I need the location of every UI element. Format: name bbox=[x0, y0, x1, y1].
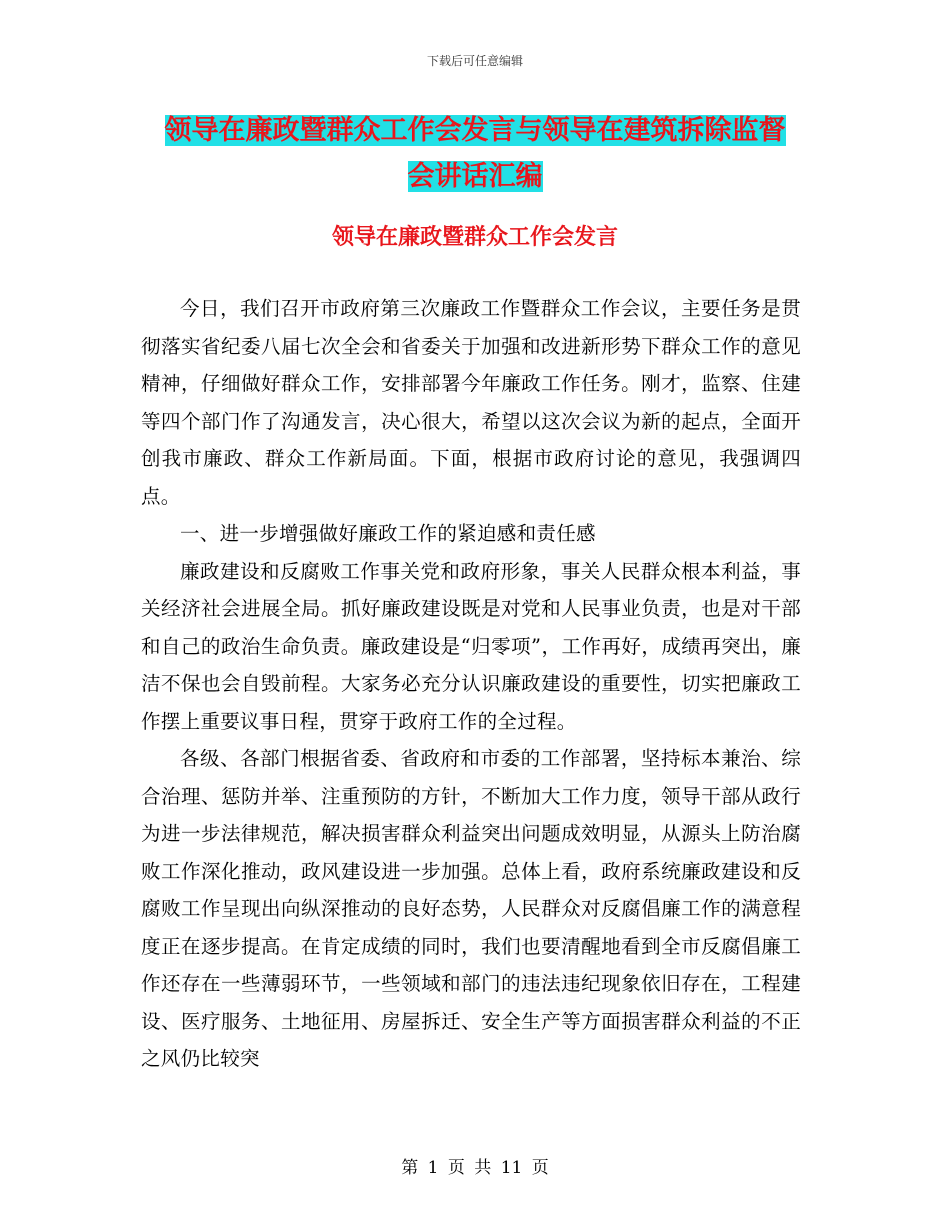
document-body bbox=[141, 290, 801, 1078]
paragraph: 今日，我们召开市政府第三次廉政工作暨群众工作会议，主要任务是贯彻落实省纪委八届七次全会和省委关于加强和改进新形势下群众工作的意见精神，仔细做好群众工作，安排部署今年廉政工作任务。刚才，监察、住建等四个部门作了沟通发言，决心很大，希望以这次会议为新的起点，全面开创我市廉政、群众工作新局面。下面，根据市政府讨论的意见，我强调四点。 bbox=[141, 297, 801, 508]
paragraph: 廉政建设和反腐败工作事关党和政府形象，事关人民群众根本利益，事关经济社会进展全局。抓好廉政建设既是对党和人民事业负责，也是对干部和自己的政治生命负责。廉政建设是“归零项”，工作再好，成绩再突出，廉洁不保也会自毁前程。大家务必充分认识廉政建设的重要性，切实把廉政工作摆上重要议事日程，贯穿于政府工作的全过程。 bbox=[141, 559, 801, 733]
page-footer: 第 1 页 共 11 页 bbox=[401, 1158, 549, 1178]
paragraph: 各级、各部门根据省委、省政府和市委的工作部署，坚持标本兼治、综合治理、惩防并举、注重预防的方针，不断加大工作力度，领导干部从政行为进一步法律规范，解决损害群众利益突出问题成效明显，从源头上防治腐败工作深化推动，政风建设进一步加强。总体上看，政府系统廉政建设和反腐败工作呈现出向纵深推动的良好态势，人民群众对反腐倡廉工作的满意程度正在逐步提高。在肯定成绩的同时，我们也要清醒地看到全市反腐倡廉工作还存在一些薄弱环节，一些领域和部门的违法违纪现象依旧存在，工程建设、医疗服务、土地征用、房屋拆迁、安全生产等方面损害群众利益的不正之风仍比较突 bbox=[141, 747, 801, 1070]
title-line-2: 会讲话汇编 bbox=[407, 161, 543, 192]
header-note: 下载后可任意编辑 bbox=[426, 54, 523, 68]
paragraph-heading: 一、进一步增强做好廉政工作的紧迫感和责任感 bbox=[180, 522, 596, 545]
document-title bbox=[140, 108, 810, 200]
title-line-1: 领导在廉政暨群众工作会发言与领导在建筑拆除监督 bbox=[164, 115, 786, 146]
section-title: 领导在廉政暨群众工作会发言 bbox=[331, 224, 618, 250]
